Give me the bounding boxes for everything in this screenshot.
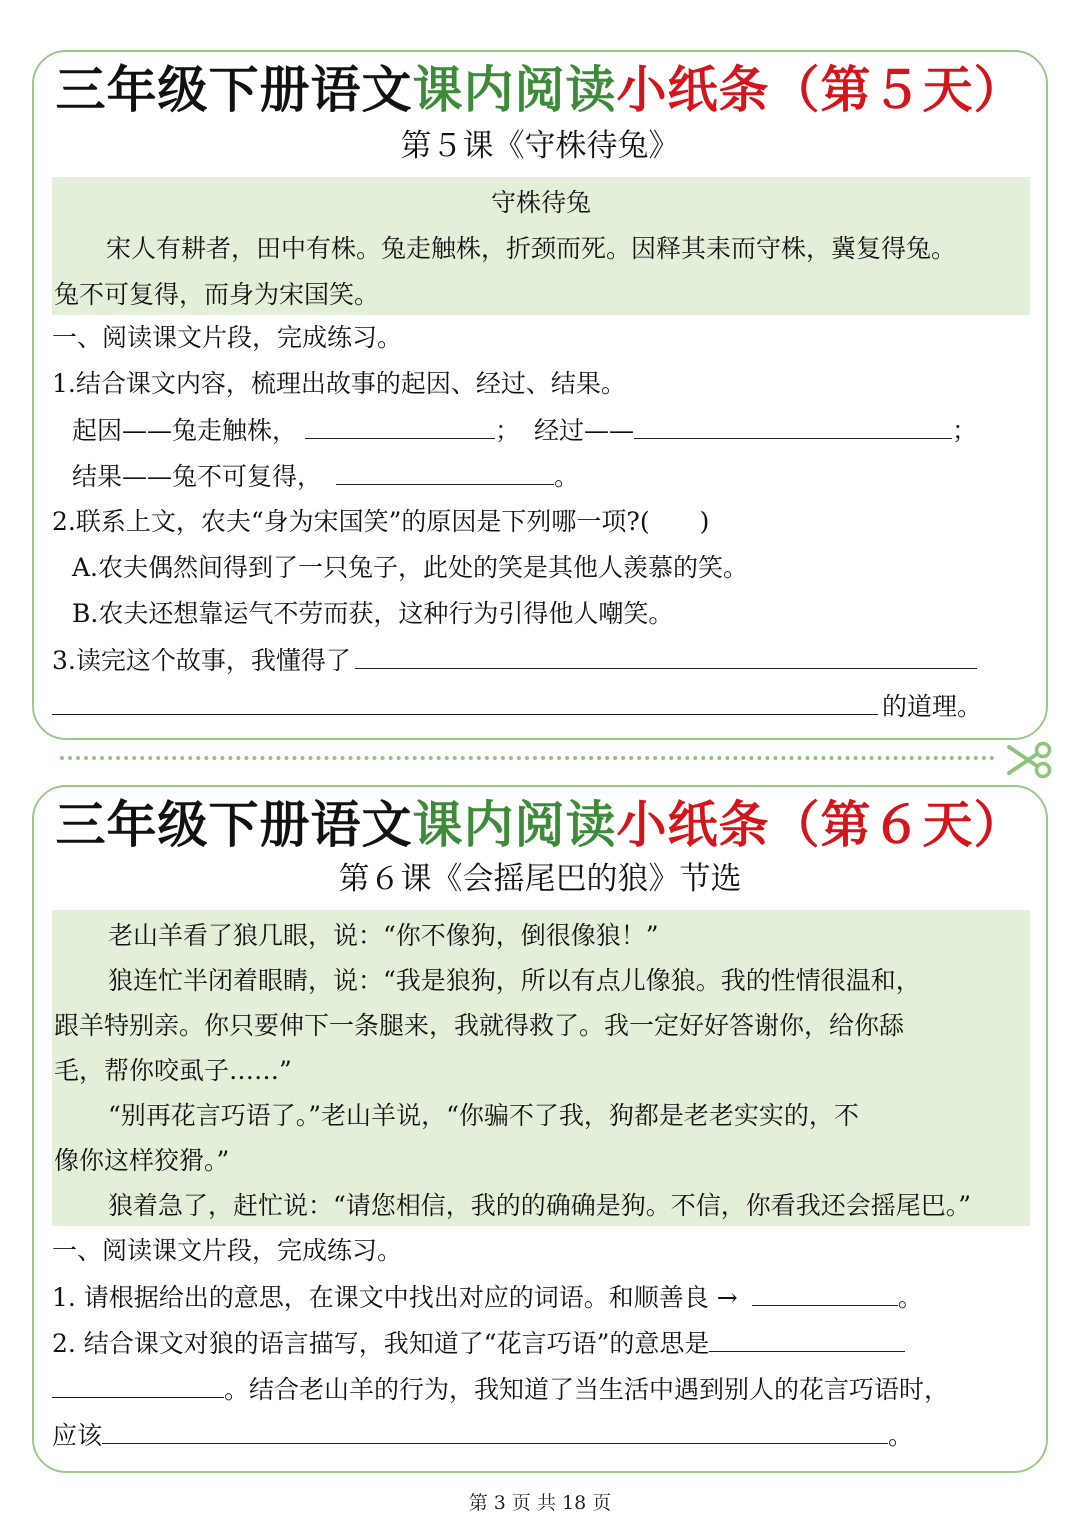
q2-answer-blank-3[interactable] — [102, 1417, 888, 1444]
lesson5-q2: 2.联系上文，农夫“身为宋国笑”的原因是下列哪一项?( ) — [52, 507, 710, 536]
lesson5-subtitle: 第５课《守株待兔》 — [400, 128, 680, 164]
lesson5-q1-cause: 起因——兔走触株， ； 经过—— ； — [72, 412, 977, 449]
lesson5-q2-option-b[interactable]: B.农夫还想靠运气不劳而获，这种行为引得他人嘲笑。 — [72, 599, 674, 628]
lesson6-q1: 1. 请根据给出的意思，在课文中找出对应的词语。和顺善良 → 。 — [52, 1279, 923, 1316]
lesson6-card — [32, 785, 1048, 1473]
lesson5-q1-result: 结果——兔不可复得， 。 — [72, 458, 579, 495]
result-answer-blank[interactable] — [336, 458, 554, 485]
lesson6-section-heading: 一、阅读课文片段，完成练习。 — [52, 1236, 403, 1265]
lesson5-q3-continued: 的道理。 — [52, 688, 982, 725]
passage-line: 宋人有耕者，田中有株。兔走触株，折颈而死。因释其耒而守株，冀复得兔。 — [106, 234, 957, 263]
lesson5-passage — [52, 177, 1030, 315]
passage-heading: 守株待兔 — [490, 188, 591, 217]
passage-line: 兔不可复得，而身为宋国笑。 — [54, 280, 380, 309]
passage-line: 狼连忙半闭着眼睛，说：“我是狼狗，所以有点儿像狼。我的性情很温和， — [108, 966, 921, 995]
q3-answer-blank-2[interactable] — [52, 688, 878, 715]
process-answer-blank[interactable] — [634, 412, 952, 439]
lesson6-passage — [52, 910, 1030, 1226]
lesson6-q2-continued: 。结合老山羊的行为，我知道了当生活中遇到别人的花言巧语时， — [52, 1371, 949, 1408]
q3-answer-blank[interactable] — [355, 642, 977, 669]
q2-answer-blank[interactable] — [709, 1325, 905, 1352]
passage-line: 像你这样狡猾。” — [54, 1146, 230, 1175]
passage-line: 老山羊看了狼几眼，说：“你不像狗，倒很像狼！” — [108, 921, 659, 950]
passage-line: 毛，帮你咬虱子……” — [54, 1056, 292, 1085]
cause-answer-blank[interactable] — [305, 412, 495, 439]
passage-line: 跟羊特别亲。你只要伸下一条腿来，我就得救了。我一定好好答谢你，给你舔 — [54, 1011, 905, 1040]
lesson5-section-heading: 一、阅读课文片段，完成练习。 — [52, 323, 403, 352]
lesson6-q2: 2. 结合课文对狼的语言描写，我知道了“花言巧语”的意思是 — [52, 1325, 905, 1362]
cut-line — [60, 756, 995, 760]
lesson6-subtitle: 第６课《会摇尾巴的狼》节选 — [338, 861, 742, 897]
q2-answer-blank-2[interactable] — [52, 1371, 224, 1398]
lesson5-title: 三年级下册语文课内阅读小纸条（第５天） — [55, 61, 1025, 119]
scissors-icon — [1003, 741, 1053, 779]
passage-line: 狼着急了，赶忙说：“请您相信，我的的确确是狗。不信，你看我还会摇尾巴。” — [108, 1191, 972, 1220]
page-number: 第 3 页 共 18 页 — [468, 1492, 612, 1514]
lesson6-q2-should: 应该 。 — [52, 1417, 913, 1454]
lesson5-q1: 1.结合课文内容，梳理出故事的起因、经过、结果。 — [52, 369, 626, 398]
lesson5-q3: 3.读完这个故事，我懂得了 — [52, 642, 977, 679]
lesson5-card — [32, 50, 1048, 740]
lesson5-q2-option-a[interactable]: A.农夫偶然间得到了一只兔子，此处的笑是其他人羡慕的笑。 — [72, 553, 749, 582]
q1-answer-blank[interactable] — [752, 1279, 898, 1306]
lesson6-title: 三年级下册语文课内阅读小纸条（第６天） — [55, 796, 1025, 854]
passage-line: “别再花言巧语了。”老山羊说，“你骗不了我，狗都是老老实实的，不 — [108, 1101, 859, 1130]
